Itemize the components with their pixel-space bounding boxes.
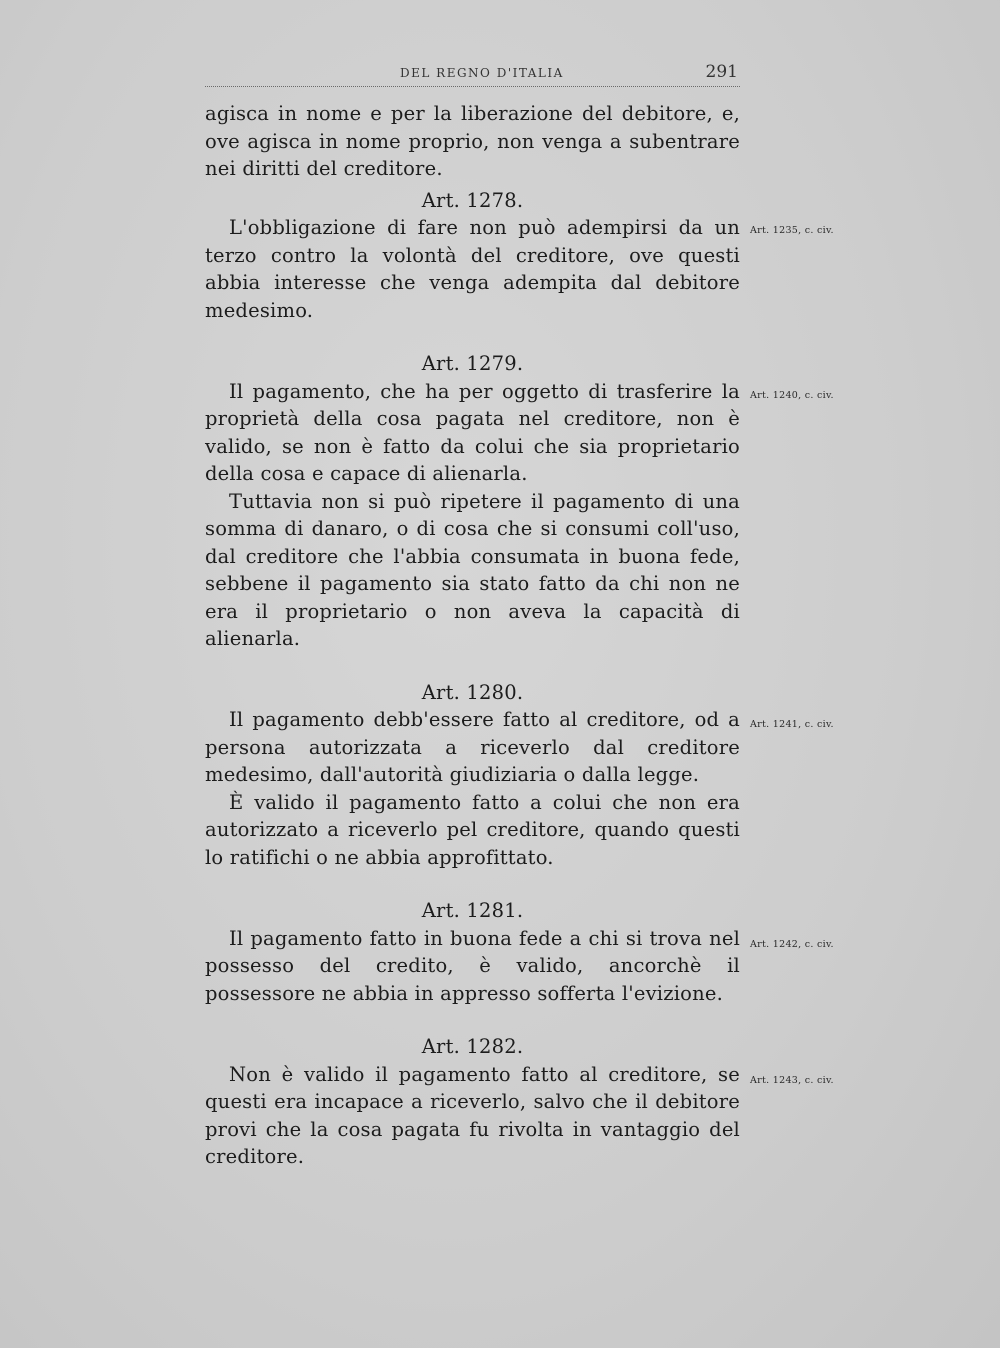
margin-reference: Art. 1240, c. civ.	[750, 390, 834, 401]
article-paragraph: Il pagamento, che ha per oggetto di trasferire la proprietà della cosa pagata nel creditore, non è valido, se non è fatto da colui che sia proprietario della cosa e capace di alienarla.	[205, 379, 740, 485]
article-paragraph: Tuttavia non si può ripetere il pagamento di una somma di danaro, o di cosa che si consumi coll'uso, dal creditore che l'abbia consumata in buona fede, sebbene il pagamento sia stato fatto da chi non ne era il proprietario o non aveva la capacità di alienarla.	[205, 489, 740, 650]
article-paragraph: È valido il pagamento fatto a colui che non era autorizzato a riceverlo pel creditore, quando questi lo ratifichi o ne abbia approfittato.	[205, 790, 740, 869]
article-1282	[205, 1033, 834, 1171]
article-1279	[205, 350, 834, 653]
running-title: DEL REGNO D'ITALIA	[400, 66, 564, 80]
article-paragraph: Il pagamento debb'essere fatto al creditore, od a persona autorizzata a riceverlo dal creditore medesimo, dall'autorità giudiziaria o dalla legge.	[205, 708, 740, 786]
page-body	[205, 100, 834, 1171]
article-title: Art. 1282.	[421, 1035, 524, 1058]
margin-reference: Art. 1242, c. civ.	[750, 939, 834, 950]
article-title: Art. 1280.	[421, 680, 524, 704]
article-1281	[205, 897, 834, 1007]
article-paragraph: Il pagamento fatto in buona fede a chi si trova nel possesso del credito, è valido, ancorchè il possessore ne abbia in appresso sofferta l'evizione.	[205, 926, 740, 1005]
article-1278	[205, 187, 834, 325]
article-title: Art. 1279.	[421, 352, 524, 375]
running-header	[205, 62, 740, 87]
article-paragraph: Non è valido il pagamento fatto al creditore, se questi era incapace a riceverlo, salvo che il debitore provi che la cosa pagata fu rivolta in vantaggio del creditore.	[205, 1062, 740, 1168]
article-title: Art. 1278.	[421, 188, 524, 212]
margin-reference: Art. 1241, c. civ.	[750, 718, 834, 730]
article-paragraph: L'obbligazione di fare non può adempirsi da un terzo contro la volontà del creditore, ove questi abbia interesse che venga adempita dal debitore medesimo.	[205, 216, 740, 322]
margin-reference: Art. 1243, c. civ.	[750, 1075, 834, 1086]
article-title: Art. 1281.	[421, 899, 524, 922]
article-1280	[205, 679, 834, 872]
intro-paragraph: agisca in nome e per la liberazione del debitore, e, ove agisca in nome proprio, non venga a subentrare nei diritti del creditore.	[205, 102, 740, 180]
page-number: 291	[705, 62, 738, 82]
margin-reference: Art. 1235, c. civ.	[750, 224, 834, 236]
